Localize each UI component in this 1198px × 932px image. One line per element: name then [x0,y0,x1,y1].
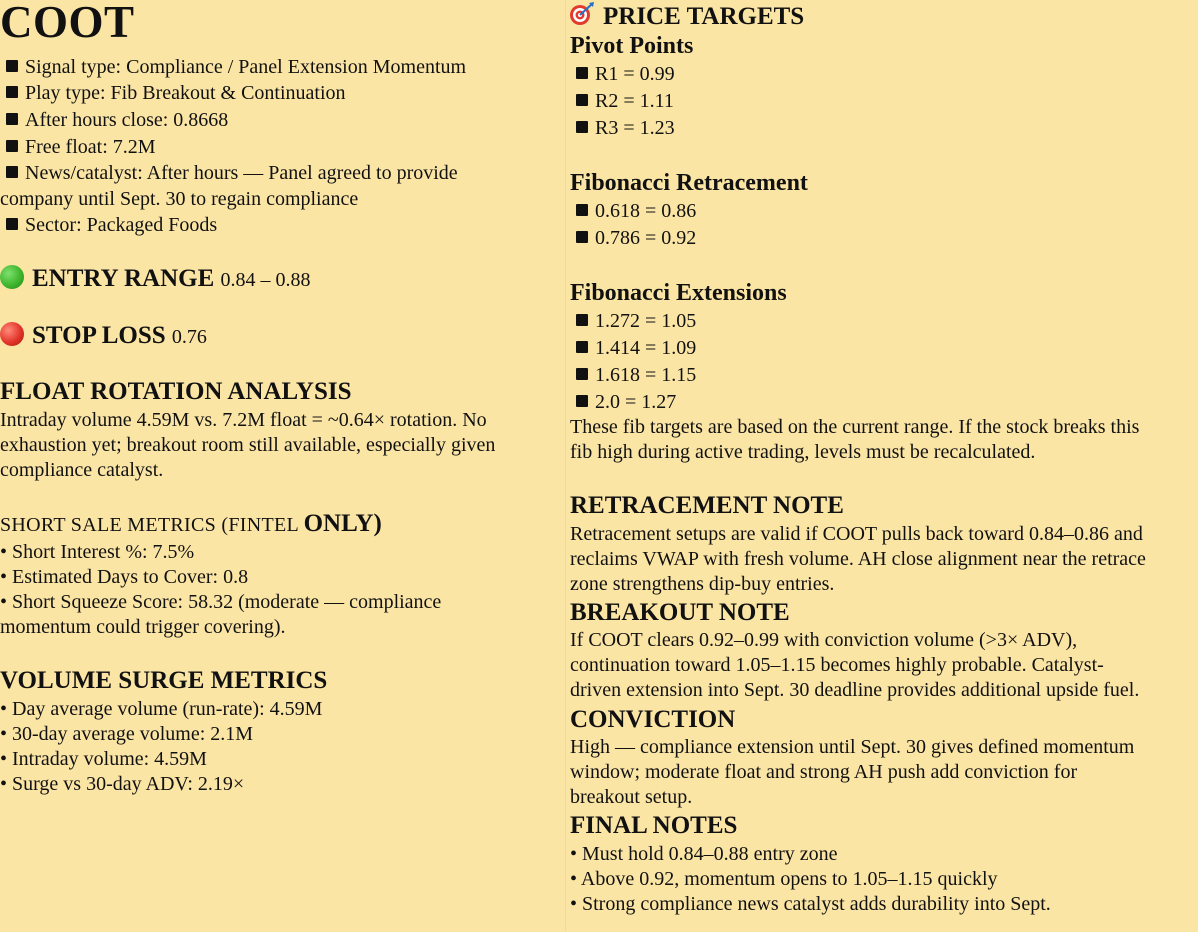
final-notes-heading: FINAL NOTES [570,812,738,839]
breakout-note-line: continuation toward 1.05–1.15 becomes highly probable. Catalyst- [570,654,1104,676]
float-rotation-line: exhaustion yet; breakout room still available, especially given [0,434,496,456]
short-sale-line: • Short Interest %: 7.5% [0,541,195,563]
fib-extension-item [570,390,676,415]
bullet-square-icon [6,113,18,125]
pivot-text: R1 = 0.99 [595,63,675,85]
bullet-square-icon [6,86,18,98]
conviction-line: High — compliance extension until Sept. 30 gives defined momentum [570,736,1135,758]
short-sale-heading-bold: ONLY) [303,510,382,537]
volume-surge-line: • 30-day average volume: 2.1M [0,723,254,745]
entry-range-label: ENTRY RANGE [32,265,215,292]
green-circle-icon [0,265,24,289]
red-circle-icon [0,322,24,346]
retracement-note-line: Retracement setups are valid if COOT pulls back toward 0.84–0.86 and [570,523,1143,545]
bullet-square-icon [6,60,18,72]
detail-item [0,108,228,133]
detail-text: News/catalyst: After hours — Panel agreed to provide [25,162,458,184]
fib-extension-text: 1.414 = 1.09 [595,337,697,359]
bullet-square-icon [6,166,18,178]
detail-text: Signal type: Compliance / Panel Extension Momentum [25,56,467,78]
fib-retracement-heading: Fibonacci Retracement [570,170,808,196]
conviction-line: breakout setup. [570,786,693,808]
detail-item [0,81,346,106]
entry-range-value: 0.84 – 0.88 [220,269,311,291]
bullet-square-icon [576,231,588,243]
target-icon [569,1,593,25]
short-sale-line: • Short Squeeze Score: 58.32 (moderate — compliance [0,591,442,613]
fib-extension-text: 2.0 = 1.27 [595,391,677,413]
fib-retracement-text: 0.618 = 0.86 [595,200,697,222]
stop-loss-label: STOP LOSS [32,322,166,349]
detail-item [0,135,156,160]
final-notes-line: • Strong compliance news catalyst adds durability into Sept. [570,893,1051,915]
pivot-text: R2 = 1.11 [595,90,674,112]
detail-item [0,213,217,238]
breakout-note-line: If COOT clears 0.92–0.99 with conviction volume (>3× ADV), [570,629,1078,651]
fib-extension-item [570,363,696,388]
short-sale-line: momentum could trigger covering). [0,616,286,638]
detail-item [0,55,466,80]
detail-text: Play type: Fib Breakout & Continuation [25,82,346,104]
float-rotation-heading: FLOAT ROTATION ANALYSIS [0,378,352,405]
fib-extension-item [570,309,696,334]
breakout-note-line: driven extension into Sept. 30 deadline provides additional upside fuel. [570,679,1140,701]
retracement-note-line: zone strengthens dip-buy entries. [570,573,835,595]
final-notes-line: • Above 0.92, momentum opens to 1.05–1.15 quickly [570,868,998,890]
entry-range [0,265,311,294]
fib-retracement-text: 0.786 = 0.92 [595,227,697,249]
fib-note-line: These fib targets are based on the current range. If the stock breaks this [570,416,1140,438]
pivot-points-heading: Pivot Points [570,33,694,59]
pivot-item [570,116,675,141]
retracement-note-line: reclaims VWAP with fresh volume. AH close alignment near the retrace [570,548,1146,570]
retracement-note-heading: RETRACEMENT NOTE [570,492,844,519]
price-targets-title: PRICE TARGETS [603,3,805,30]
detail-text: Free float: 7.2M [25,136,156,158]
volume-surge-heading: VOLUME SURGE METRICS [0,667,328,694]
volume-surge-line: • Intraday volume: 4.59M [0,748,207,770]
bullet-square-icon [6,140,18,152]
bullet-square-icon [576,121,588,133]
float-rotation-line: Intraday volume 4.59M vs. 7.2M float = ~0.64× rotation. No [0,409,487,431]
final-notes-line: • Must hold 0.84–0.88 entry zone [570,843,838,865]
short-sale-line: • Estimated Days to Cover: 0.8 [0,566,249,588]
right-column [565,0,1198,932]
fib-extension-text: 1.272 = 1.05 [595,310,697,332]
bullet-square-icon [576,395,588,407]
bullet-square-icon [576,94,588,106]
bullet-square-icon [576,314,588,326]
detail-continuation: company until Sept. 30 to regain compliance [0,188,359,210]
breakout-note-heading: BREAKOUT NOTE [570,599,790,626]
short-sale-heading [0,510,382,538]
bullet-square-icon [6,218,18,230]
price-targets-heading [569,1,804,31]
stop-loss [0,322,207,351]
detail-item [0,161,458,186]
fib-retracement-item [570,226,696,251]
bullet-square-icon [576,67,588,79]
fib-note-line: fib high during active trading, levels must be recalculated. [570,441,1036,463]
detail-text: After hours close: 0.8668 [25,109,229,131]
volume-surge-line: • Day average volume (run-rate): 4.59M [0,698,323,720]
ticker-title: COOT [0,0,135,47]
fib-extension-item [570,336,696,361]
conviction-heading: CONVICTION [570,706,736,733]
fib-extensions-heading: Fibonacci Extensions [570,280,787,306]
pivot-text: R3 = 1.23 [595,117,675,139]
bullet-square-icon [576,368,588,380]
float-rotation-line: compliance catalyst. [0,459,164,481]
bullet-square-icon [576,204,588,216]
conviction-line: window; moderate float and strong AH push add conviction for [570,761,1078,783]
detail-text: Sector: Packaged Foods [25,214,218,236]
stop-loss-value: 0.76 [171,326,207,348]
fib-retracement-item [570,199,696,224]
pivot-item [570,89,674,114]
bullet-square-icon [576,341,588,353]
short-sale-heading-light: SHORT SALE METRICS (FINTEL [0,514,304,536]
fib-extension-text: 1.618 = 1.15 [595,364,697,386]
pivot-item [570,62,675,87]
volume-surge-line: • Surge vs 30-day ADV: 2.19× [0,773,245,795]
left-column [0,0,560,932]
